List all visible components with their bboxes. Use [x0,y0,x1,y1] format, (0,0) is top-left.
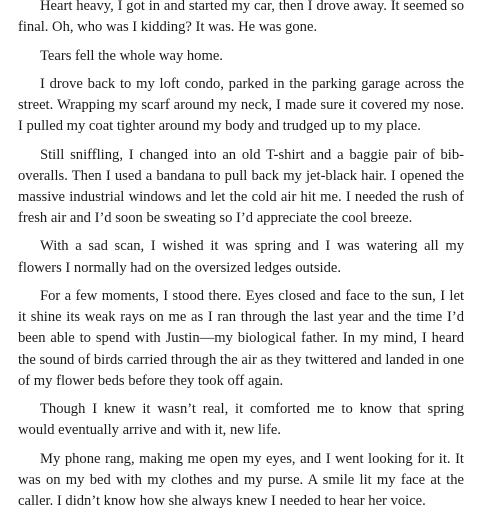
paragraph-1: Heart heavy, I got in and started my car, then I drove away. It seemed so final. Oh, who was I kidding? It was. He was gone. [18,0,464,36]
paragraph-3: I drove back to my loft condo, parked in the parking garage across the street. Wrapping my scarf around my neck, I made sure it covered my nose. I pulled my coat tighter around my body and trudged up to my place. [18,75,464,135]
paragraph-8: My phone rang, making me open my eyes, and I went looking for it. It was on my bed with my clothes and my purse. A smile lit my face at the caller. I didn’t know how she always knew I needed to hear her voice. [18,450,464,509]
paragraph-4: Still sniffling, I changed into an old T-shirt and a baggie pair of bib-overalls. Then I used a bandana to pull back my jet-black hair. I opened the massive industrial windows and let the cold air hit me. I needed the rush of fresh air and I’d soon be sweating so I’d appreciate the cool breeze. [18,146,464,227]
paragraph-2: Tears fell the whole way home. [40,47,223,64]
paragraph-6: For a few moments, I stood there. Eyes closed and face to the sun, I let it shine its weak rays on me as I ran through the last year and the time I’d been able to spend with Justin—my biological father. In my mind, I heard the sound of birds carried through the air as they twittered and landed in one of my flower beds before they took off again. [18,287,464,389]
paragraph-7: Though I knew it wasn’t real, it comforted me to know that spring would eventually arrive and with it, new life. [18,401,464,439]
paragraph-5: With a sad scan, I wished it was spring and I was watering all my flowers I normally had on the oversized ledges outside. [18,238,464,276]
